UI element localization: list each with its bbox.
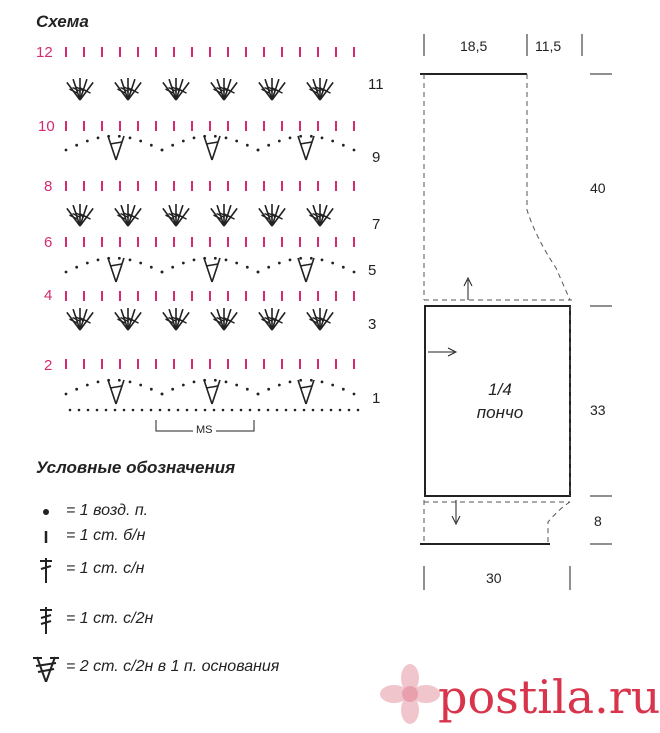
watermark-logo: postila.ru <box>438 670 660 724</box>
treble-crochet-icon <box>30 606 64 634</box>
piece-name: пончо <box>476 403 524 422</box>
row-number-7: 7 <box>372 216 381 233</box>
row-number-3: 3 <box>368 316 377 333</box>
row-number-11: 11 <box>368 76 384 93</box>
dimension-height-bottom: 8 <box>594 513 602 529</box>
piece-fraction: 1/4 <box>488 380 512 399</box>
legend-text-two-treble: = 2 ст. с/2н в 1 п. основания <box>66 658 280 675</box>
legend-text-double-crochet: = 1 ст. с/н <box>66 560 145 577</box>
legend-item-treble-crochet <box>30 606 360 634</box>
row-number-4: 4 <box>44 287 53 304</box>
dimension-height-top: 40 <box>590 180 606 196</box>
legend-text-treble-crochet: = 1 ст. с/2н <box>66 610 154 627</box>
logo-flower-icon <box>380 664 440 724</box>
row-number-1: 1 <box>372 390 381 407</box>
row-number-6: 6 <box>44 234 53 251</box>
row-number-2: 2 <box>44 357 53 374</box>
chart-title: Схема <box>36 12 89 31</box>
row-number-5: 5 <box>368 262 377 279</box>
row-number-12: 12 <box>36 44 53 61</box>
legend-text-chain: = 1 возд. п. <box>66 502 149 519</box>
legend-item-two-treble <box>30 654 360 682</box>
row-number-10: 10 <box>38 118 55 135</box>
two-treble-icon <box>30 654 64 682</box>
row-number-8: 8 <box>44 178 53 195</box>
repeat-label: MS <box>193 424 216 436</box>
legend-title: Условные обозначения <box>36 458 236 477</box>
legend-text-single-crochet: = 1 ст. б/н <box>66 527 146 544</box>
row-number-9: 9 <box>372 149 381 166</box>
dimension-top-width-1: 18,5 <box>460 38 488 54</box>
dimension-height-mid: 33 <box>590 402 606 418</box>
dimension-top-width-2: 11,5 <box>535 38 562 54</box>
dimension-bottom-width: 30 <box>486 570 502 586</box>
